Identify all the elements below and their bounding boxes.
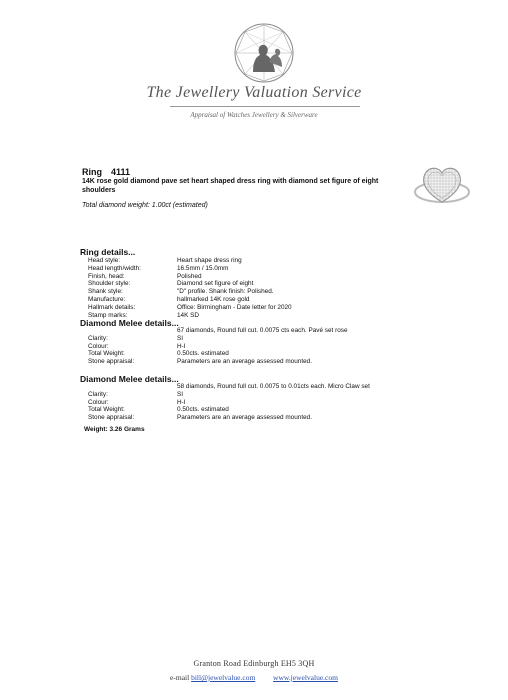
detail-value: H-I xyxy=(177,398,186,406)
heart-ring-image xyxy=(413,160,471,208)
detail-row xyxy=(88,414,370,422)
detail-value: Diamond set figure of eight xyxy=(177,280,254,288)
detail-label: Hallmark details: xyxy=(88,303,136,311)
detail-value: Polished xyxy=(177,272,202,280)
detail-row xyxy=(88,358,348,366)
email-link[interactable]: bill@jewelvalue.com xyxy=(191,673,256,682)
detail-label: Colour: xyxy=(88,398,109,406)
detail-row xyxy=(88,288,292,296)
brand-title: The Jewellery Valuation Service xyxy=(146,84,362,101)
detail-value: Parameters are an average assessed mounted. xyxy=(177,414,312,422)
footer-contact xyxy=(0,673,508,682)
detail-row xyxy=(88,265,292,273)
detail-value: "D" profile. Shank finish: Polished. xyxy=(177,288,274,296)
melee-details-list xyxy=(88,327,348,366)
detail-value: hallmarked 14K rose gold xyxy=(177,295,250,303)
brand-subtitle: Appraisal of Watches Jewellery & Silverware xyxy=(190,111,318,119)
detail-value: SI xyxy=(177,334,184,342)
detail-value: 67 diamonds, Round full cut. 0.0075 cts each. Pavé set rose xyxy=(177,327,348,334)
detail-value: SI xyxy=(177,390,184,398)
detail-label: Total Weight: xyxy=(88,350,125,358)
detail-label: Head style: xyxy=(88,257,120,264)
ring-description: 14K rose gold diamond pave set heart shaped dress ring with diamond set figure of eight shoulders xyxy=(82,178,379,194)
detail-row xyxy=(88,335,348,343)
footer-address: Granton Road Edinburgh EH5 3QH xyxy=(193,659,315,668)
ring-details-list xyxy=(88,257,292,319)
detail-label: Shank style: xyxy=(88,288,123,296)
detail-label: Finish, head: xyxy=(88,272,125,280)
detail-row xyxy=(88,304,292,312)
detail-label: Shoulder style: xyxy=(88,280,131,288)
detail-label: Stone appraisal: xyxy=(88,414,135,422)
detail-value: 16.5mm / 15.0mm xyxy=(177,264,229,272)
detail-row xyxy=(88,257,292,265)
ring-details-title: Ring details... xyxy=(80,247,136,257)
detail-label: Manufacture: xyxy=(88,295,126,303)
website-link[interactable]: www.jewelvalue.com xyxy=(273,673,338,682)
detail-row xyxy=(88,327,348,335)
brand-divider xyxy=(170,106,360,107)
detail-row xyxy=(88,383,370,391)
detail-value: Office: Birmingham - Date letter for 2020 xyxy=(177,303,292,311)
detail-value: 58 diamonds, Round full cut. 0.0075 to 0.01cts each. Micro Claw set xyxy=(177,383,370,390)
detail-row xyxy=(88,350,348,358)
detail-label: Colour: xyxy=(88,342,109,350)
detail-label: Stamp marks: xyxy=(88,311,128,319)
detail-value: 0.50cts. estimated xyxy=(177,350,229,358)
detail-value: Heart shape dress ring xyxy=(177,257,242,264)
ring-weight: Weight: 3.26 Grams xyxy=(84,426,145,433)
ring-heading xyxy=(82,167,139,177)
ring-label: Ring xyxy=(82,167,102,177)
detail-label: Head length/width: xyxy=(88,264,141,272)
detail-label: Clarity: xyxy=(88,334,108,342)
detail-value: Parameters are an average assessed mounted. xyxy=(177,358,312,366)
detail-row xyxy=(88,280,292,288)
detail-row xyxy=(88,399,370,407)
detail-row xyxy=(88,273,292,281)
detail-label: Clarity: xyxy=(88,390,108,398)
detail-value: H-I xyxy=(177,342,186,350)
detail-label xyxy=(88,383,177,391)
detail-row xyxy=(88,296,292,304)
detail-label xyxy=(88,327,177,335)
melee-details-list xyxy=(88,383,370,422)
ring-number: 4111 xyxy=(111,167,131,177)
detail-row xyxy=(88,391,370,399)
gem-logo-icon xyxy=(233,22,295,84)
detail-row xyxy=(88,406,370,414)
detail-label: Total Weight: xyxy=(88,406,125,414)
detail-label: Stone appraisal: xyxy=(88,358,135,366)
melee-details-title: Diamond Melee details... xyxy=(80,374,179,384)
detail-value: 14K SD xyxy=(177,311,200,319)
melee-details-title: Diamond Melee details... xyxy=(80,318,179,328)
detail-row xyxy=(88,343,348,351)
email-label: e-mail xyxy=(170,673,190,682)
total-diamond-weight: Total diamond weight: 1.00ct (estimated) xyxy=(82,202,208,209)
detail-value: 0.50cts. estimated xyxy=(177,406,229,414)
